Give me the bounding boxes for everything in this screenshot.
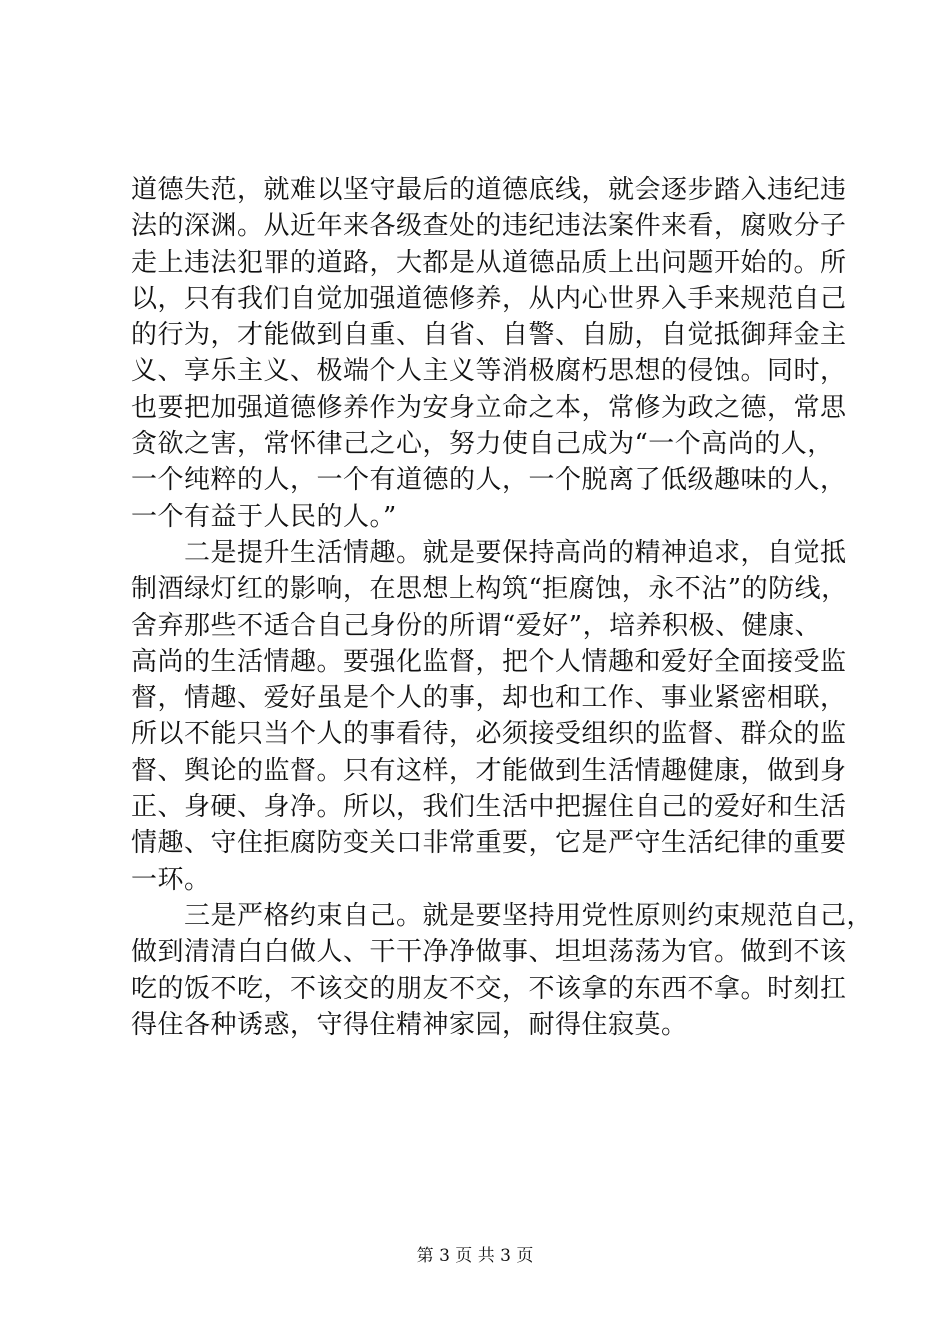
text-line: 也要把加强道德修养作为安身立命之本，常修为政之德，常思	[131, 392, 847, 423]
text-line: 督、舆论的监督。只有这样，才能做到生活情趣健康，做到身	[131, 755, 847, 786]
text-line: 义、享乐主义、极端个人主义等消极腐朽思想的侵蚀。同时，	[131, 356, 847, 387]
text-line: 法的深渊。从近年来各级查处的违纪违法案件来看，腐败分子	[131, 211, 847, 242]
page-footer	[0, 1244, 950, 1268]
document-body	[131, 172, 874, 1043]
text-line: 做到清清白白做人、干干净净做事、坦坦荡荡为官。做到不该	[131, 937, 847, 968]
text-line: 一环。	[131, 864, 211, 895]
text-line: 三是严格约束自己。就是要坚持用党性原则约束规范自己，	[131, 900, 874, 931]
text-line: 一个有益于人民的人。”	[131, 501, 397, 532]
text-line: 制酒绿灯红的影响，在思想上构筑“拒腐蚀，永不沾”的防线，	[131, 574, 848, 605]
text-line: 情趣、守住拒腐防变关口非常重要，它是严守生活纪律的重要	[131, 828, 847, 859]
text-line: 高尚的生活情趣。要强化监督，把个人情趣和爱好全面接受监	[131, 646, 847, 677]
text-line: 二是提升生活情趣。就是要保持高尚的精神追求，自觉抵	[131, 537, 847, 568]
text-line: 一个纯粹的人，一个有道德的人，一个脱离了低级趣味的人，	[131, 465, 847, 496]
text-line: 得住各种诱惑，守得住精神家园，耐得住寂莫。	[131, 1009, 688, 1040]
page-number: 第 3 页 共 3 页	[416, 1246, 534, 1266]
text-line: 道德失范，就难以坚守最后的道德底线，就会逐步踏入违纪违	[131, 175, 847, 205]
text-line: 的行为，才能做到自重、自省、自警、自励，自觉抵御拜金主	[131, 320, 847, 351]
text-line: 督，情趣、爱好虽是个人的事，却也和工作、事业紧密相联，	[131, 683, 847, 714]
text-line: 所以不能只当个人的事看待，必须接受组织的监督、群众的监	[131, 719, 847, 750]
text-line: 贪欲之害，常怀律己之心，努力使自己成为“一个高尚的人，	[131, 429, 834, 460]
text-line: 吃的饭不吃，不该交的朋友不交，不该拿的东西不拿。时刻扛	[131, 973, 847, 1004]
text-line: 正、身硬、身净。所以，我们生活中把握住自己的爱好和生活	[131, 792, 847, 823]
text-line: 走上违法犯罪的道路，大都是从道德品质上出问题开始的。所	[131, 247, 847, 278]
text-line: 舍弃那些不适合自己身份的所谓“爱好”，培养积极、健康、	[131, 610, 822, 641]
text-line: 以，只有我们自觉加强道德修养，从内心世界入手来规范自己	[131, 283, 847, 314]
